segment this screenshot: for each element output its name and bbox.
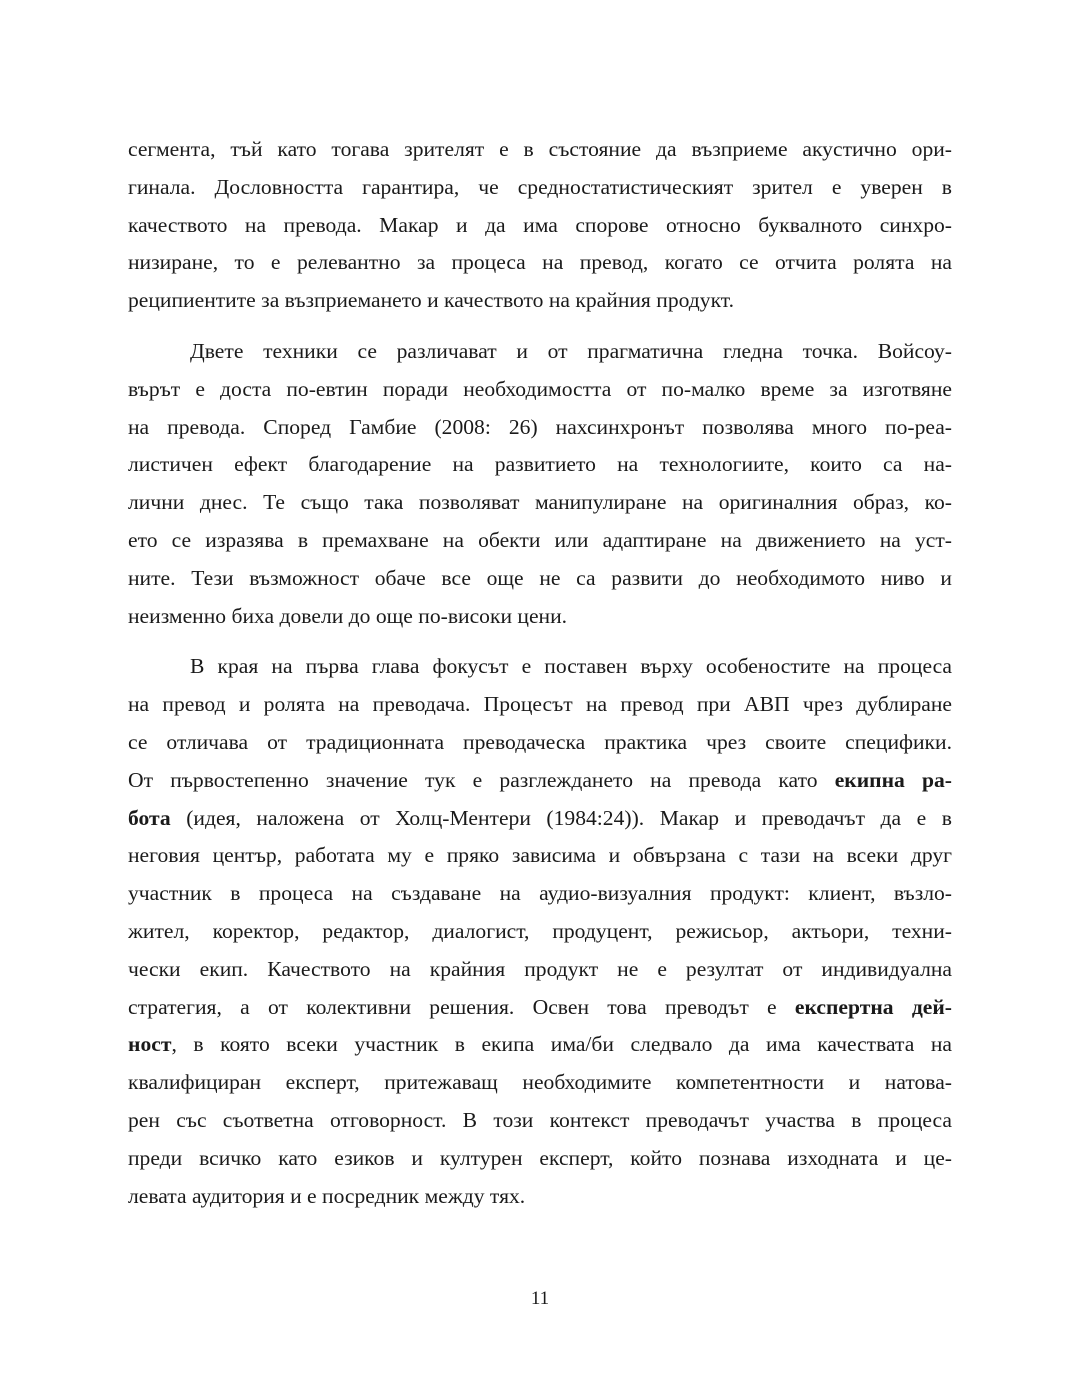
paragraph-gap (128, 635, 952, 648)
text-line (128, 1026, 952, 1064)
text-run: неговия център, работата му е пряко зависима и обвързана с тази на всеки друг (128, 843, 952, 868)
text-line (128, 484, 952, 522)
page-number: 11 (530, 1288, 550, 1309)
text-run: От първостепенно значение тук е разглеждането на превода като (128, 767, 835, 792)
text-run: рен със съответна отговорност. В този контекст преводачът участва в процеса (128, 1107, 952, 1132)
text-line (128, 989, 952, 1027)
text-run: на превод и ролята на преводача. Процесът на превод при АВП чрез дублиране (128, 692, 952, 717)
text-line (128, 207, 952, 245)
text-run: преди всичко като езиков и културен експерт, който познава изходната и це- (128, 1145, 952, 1170)
text-line (128, 169, 952, 207)
bold-term: бота (128, 805, 171, 830)
text-run: Двете техники се различават и от прагматична гледна точка. Войсоу- (190, 338, 952, 363)
text-run: гинала. Дословността гарантира, че средностатистическият зрител е уверен в (128, 174, 952, 199)
text-run: качеството на превода. Макар и да има спорове относно буквалното синхро- (128, 212, 952, 237)
text-run: участник в процеса на създаване на аудио-визуалния продукт: клиент, възло- (128, 881, 952, 906)
text-line (128, 648, 952, 686)
text-run: (идея, наложена от Холц-Ментери (1984:24)). Макар и преводачът да е в (170, 805, 952, 830)
text-run: квалифициран експерт, притежаващ необходимите компетентности и натова- (128, 1070, 952, 1095)
text-line (128, 244, 952, 282)
text-run: низиране, то е релевантно за процеса на превод, когато се отчита ролята на (128, 250, 952, 275)
text-run: реципиентите за възприемането и качеството на крайния продукт. (128, 288, 734, 313)
text-line (128, 1102, 952, 1140)
text-run: чески екип. Качеството на крайния продукт не е резултат от индивидуална (128, 956, 952, 981)
text-line (128, 522, 952, 560)
text-line (128, 371, 952, 409)
text-run: се отличава от традиционната преводаческа практика чрез своите специфики. (128, 729, 952, 754)
text-run: В края на първа глава фокусът е поставен върху особеностите на процеса (190, 654, 952, 679)
text-run: листичен ефект благодарение на развитието на технологиите, които са на- (128, 452, 952, 477)
text-run: жител, коректор, редактор, диалогист, продуцент, режисьор, актьори, техни- (128, 918, 952, 943)
text-line (128, 837, 952, 875)
bold-term: екипна ра- (834, 767, 952, 792)
paragraph (128, 333, 952, 635)
text-run: стратегия, а от колективни решения. Освен това преводът е (128, 994, 795, 1019)
text-run: на превода. Според Гамбие (2008: 26) нахсинхронът позволява много по-реа- (128, 414, 952, 439)
text-line (128, 951, 952, 989)
text-run: левата аудитория и е посредник между тях. (128, 1183, 526, 1208)
text-line (128, 1140, 952, 1178)
text-run: , в която всеки участник в екипа има/би следвало да има качествата на (171, 1032, 952, 1057)
text-line (128, 333, 952, 371)
text-line (128, 1064, 952, 1102)
text-line (128, 131, 952, 169)
text-line (128, 446, 952, 484)
text-run: ните. Тези възможност обаче все още не са развити до необходимото ниво и (128, 565, 952, 590)
text-line (128, 598, 952, 636)
text-run: лични днес. Те също така позволяват манипулиране на оригиналния образ, ко- (128, 490, 952, 515)
text-run: ето се изразява в премахване на обекти или адаптиране на движението на уст- (128, 527, 952, 552)
text-line (128, 1178, 952, 1216)
paragraph (128, 648, 952, 1215)
text-run: върът е доста по-евтин поради необходимостта от по-малко време за изготвяне (128, 376, 952, 401)
bold-term: ност (128, 1032, 172, 1057)
paragraph-gap (128, 320, 952, 333)
text-line (128, 762, 952, 800)
text-line (128, 409, 952, 447)
body-text (128, 131, 952, 1215)
text-run: сегмента, тъй като тогава зрителят е в състояние да възприеме акустично ори- (128, 137, 952, 161)
bold-term: експертна дей- (794, 994, 952, 1019)
text-line (128, 875, 952, 913)
text-run: неизменно биха довели до още по-високи цени. (128, 603, 568, 628)
text-line (128, 724, 952, 762)
text-line (128, 282, 952, 320)
text-line (128, 686, 952, 724)
text-line (128, 913, 952, 951)
paragraph (128, 131, 952, 320)
text-line (128, 560, 952, 598)
text-line (128, 800, 952, 838)
